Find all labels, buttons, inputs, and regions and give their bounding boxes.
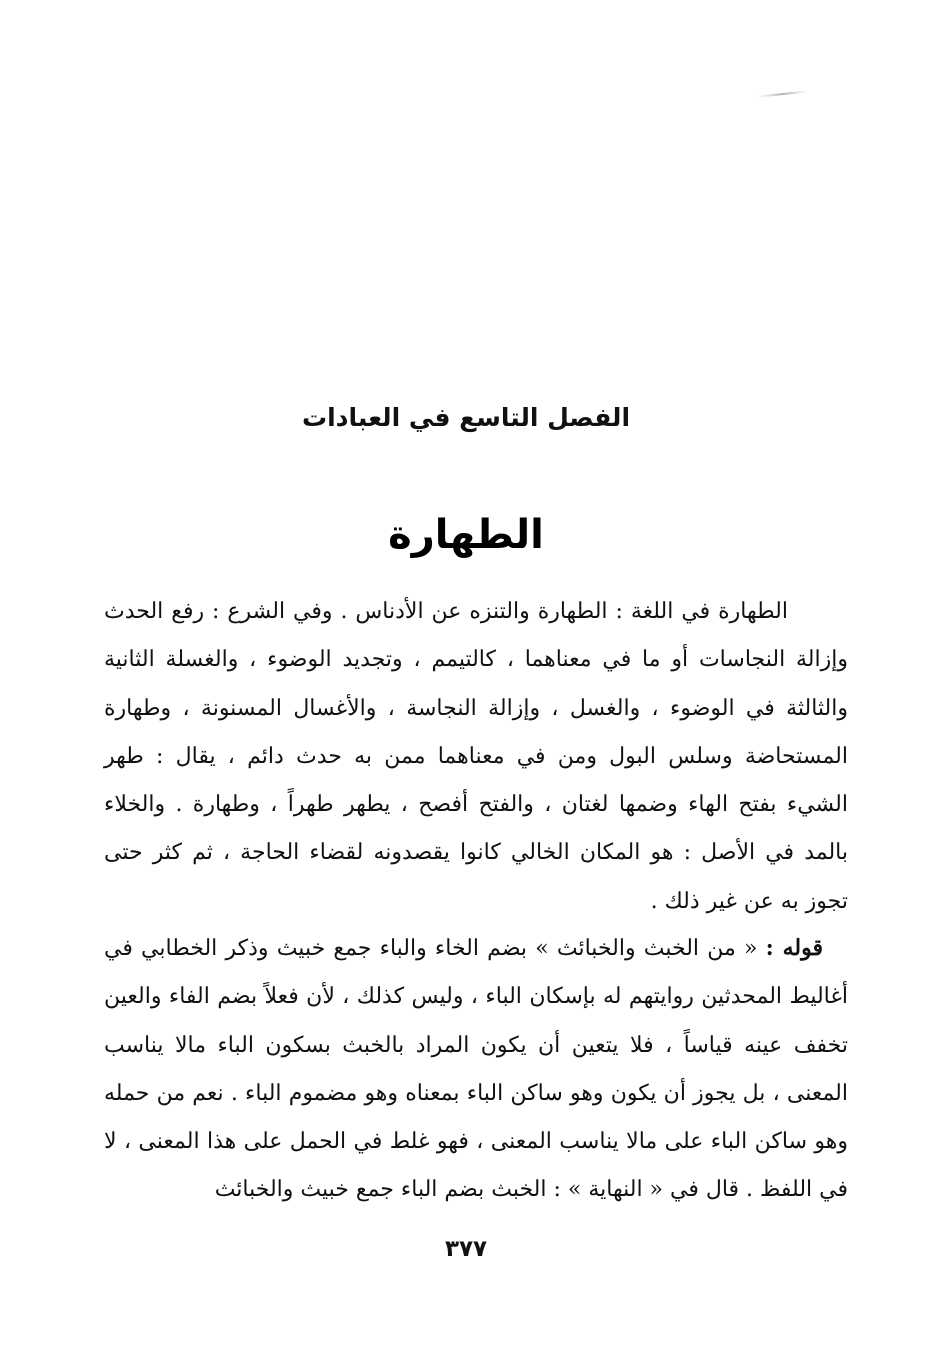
paragraph-commentary	[104, 924, 848, 1215]
paragraph-definition: الطهارة في اللغة : الطهارة والتنزه عن الأدناس . وفي الشرع : رفع الحدث وإزالة النجاسات أو ما في معناهما ، كالتيمم ، وتجديد الوضوء ، والغسلة الثانية والثالثة في الوضوء ، والغسل ، وإزالة النجاسة ، والأغسال المسنونة ، وطهارة المستحاضة وسلس البول ومن في معناهما ممن به حدث دائم ، يقال : طهر الشيء بفتح الهاء وضمها لغتان ، والفتح أفصح ، يطهر طهراً ، وطهارة . والخلاء بالمد في الأصل : هو المكان الخالي كانوا يقصدونه لقضاء الحاجة ، ثم كثر حتى تجوز به عن غير ذلك .	[104, 599, 848, 914]
scan-artifact	[758, 90, 808, 97]
page-number: ٣٧٧	[444, 1236, 488, 1262]
paragraph-lead-word: قوله :	[765, 935, 823, 961]
section-heading: الطهارة	[388, 512, 544, 558]
chapter-title: الفصل التاسع في العبادات	[301, 403, 631, 432]
paragraph-commentary-text: « من الخبث والخبائث » بضم الخاء والباء جمع خبيث وذكر الخطابي في أغاليط المحدثين روايتهم له بإسكان الباء ، وليس كذلك ، لأن فعلاً بضم الفاء والعين تخفف عينه قياساً ، فلا يتعين أن يكون المراد بالخبث بسكون الباء مالا يناسب المعنى ، بل يجوز أن يكون وهو ساكن الباء بمعناه وهو مضموم الباء . نعم من حمله وهو ساكن الباء على مالا يناسب المعنى ، فهو غلط في الحمل على هذا المعنى ، لا في اللفظ . قال في « النهاية » : الخبث بضم الباء جمع خبيث والخبائث	[104, 936, 848, 1203]
